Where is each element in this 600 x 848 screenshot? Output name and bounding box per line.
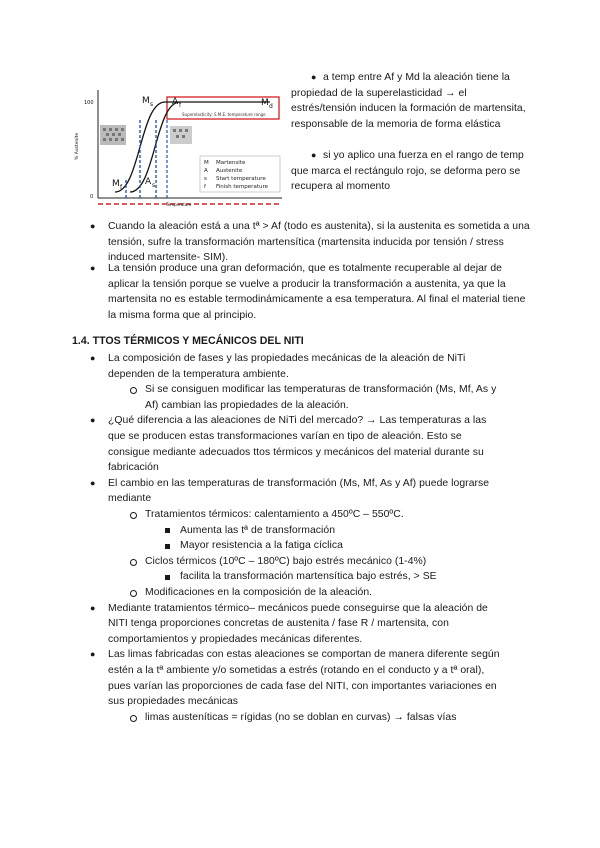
y-axis-label: % Austenite xyxy=(75,132,80,160)
section1-bullet-1: Cuando la aleación está a una tª > Af (todo es austenita), si la austenita es sometida a una tensión, sufre la transformación martensítica (martensita inducida por tensión / stress induced martensite- SIM). xyxy=(108,221,530,264)
list-line: Las limas fabricadas con estas aleaciones se comportan de manera diferente según xyxy=(108,649,500,661)
list-line: mediante xyxy=(108,493,152,505)
bullet-dot: ● xyxy=(311,150,317,160)
top-bullet-1: a temp entre Af y Md la aleación tiene la propiedad de la superelasticidad → el estrés/tensión inducen la formación de martensita, responsable de la memoria de forma elástica xyxy=(291,72,526,130)
bullet-square xyxy=(165,528,170,533)
list-line: sus propiedades mecánicas xyxy=(108,696,239,708)
bullet-dot: ● xyxy=(311,72,317,82)
svg-text:f: f xyxy=(120,184,123,191)
bullet-circle xyxy=(130,559,137,566)
bullet-square xyxy=(165,544,170,549)
list-line: Mediante tratamientos térmico– mecánicos puede conseguirse que la aleación de xyxy=(108,602,488,614)
list-line: facilita la transformación martensítica bajo estrés, > SE xyxy=(180,571,437,583)
list-line: Si se consiguen modificar las temperaturas de transformación (Ms, Mf, As y xyxy=(145,384,497,396)
list-line: Mayor resistencia a la fatiga cíclica xyxy=(180,540,343,552)
mf-label: M xyxy=(112,179,120,189)
list-line: consigue mediante adecuados ttos térmicos y mecánicos del material durante su xyxy=(108,446,484,458)
bullet-dot: ● xyxy=(90,415,96,426)
legend-key-a: A xyxy=(204,168,208,174)
list-line: NITI tenga proporciones concretas de austenita / fase R / martensita, con xyxy=(108,618,449,630)
transformation-diagram xyxy=(70,80,290,208)
legend-key-m: M xyxy=(204,160,209,166)
superelastic-range-label: Superelasticity: S.M.E. temperature range xyxy=(182,112,266,117)
list-line: que se producen estas transformaciones varían en tipo de aleación. Esto se xyxy=(108,431,462,442)
bullet-circle xyxy=(130,512,137,519)
list-line: limas austeníticas = rígidas (no se doblan en curvas) → falsas vías xyxy=(145,711,457,723)
bullet-circle xyxy=(130,715,137,722)
legend-text-martensite: Martensite xyxy=(216,160,246,166)
bullet-dot: ● xyxy=(90,221,96,231)
list-line: Modificaciones en la composición de la aleación. xyxy=(145,587,373,598)
legend-key-f: f xyxy=(204,184,206,190)
list-line: dependen de la temperatura ambiente. xyxy=(108,368,289,380)
list-line: Ciclos térmicos (10ºC – 180ºC) bajo estrés mecánico (1-4%) xyxy=(145,555,427,567)
top-bullet-2: si yo aplico una fuerza en el rango de temp que marca el rectángulo rojo, se deforma pero se recupera al momento xyxy=(291,150,524,193)
list-line: El cambio en las temperaturas de transformación (Ms, Mf, As y Af) puede lograrse xyxy=(108,477,490,489)
legend-text-austenite: Austenite xyxy=(216,168,243,174)
diagram-svg xyxy=(70,80,290,208)
svg-text:s: s xyxy=(150,101,154,108)
y-tick-100: 100 xyxy=(84,100,94,106)
bullet-dot: ● xyxy=(90,353,96,363)
list-line: comportamientos y propiedades mecánicas diferentes. xyxy=(108,633,363,645)
list-line: pues varían las proporciones de cada fase del NITI, con importantes variaciones en xyxy=(108,680,497,692)
y-tick-0: 0 xyxy=(90,194,94,200)
svg-text:f: f xyxy=(179,102,182,109)
list-line: La composición de fases y las propiedades mecánicas de la aleación de NiTi xyxy=(108,353,466,364)
x-axis-label: Temperature xyxy=(166,202,192,207)
bullet-circle xyxy=(130,590,137,597)
as-label: A xyxy=(145,177,152,187)
section-heading: 1.4. TTOS TÉRMICOS Y MECÁNICOS DEL NITI xyxy=(72,335,304,347)
ms-label: M xyxy=(142,96,150,106)
list-line: Af) cambian las propiedades de la aleación. xyxy=(145,399,349,411)
bullet-dot: ● xyxy=(90,602,96,613)
bullet-square xyxy=(165,575,170,580)
svg-text:d: d xyxy=(269,103,273,110)
svg-text:s: s xyxy=(152,182,156,189)
legend-key-s: s xyxy=(204,176,207,182)
bullet-dot: ● xyxy=(90,649,96,660)
section1-bullet-2: La tensión produce una gran deformación, que es totalmente recuperable al dejar de aplicar la tensión porque se vuelve a producir la transformación a austenita, ya que la martensita no es estable termodinámicamente a esa temperatura. Al final el material tiene la misma forma que al principio. xyxy=(108,263,526,321)
af-label: A xyxy=(172,97,179,107)
list-line: fabricación xyxy=(108,462,159,474)
list-line: estén a la tª ambiente y/o sometidas a estrés (rotando en el conducto y a tª oral), xyxy=(108,665,485,676)
list-line: ¿Qué diferencia a las aleaciones de NiTi del mercado? → Las temperaturas a las xyxy=(108,415,487,427)
list-line: Aumenta las tª de transformación xyxy=(180,524,336,536)
list-line: Tratamientos térmicos: calentamiento a 450ºC – 550ºC. xyxy=(145,509,404,520)
legend-text-finish: Finish temperature xyxy=(216,184,268,190)
bullet-dot: ● xyxy=(90,263,96,273)
bullet-dot: ● xyxy=(90,477,96,488)
bullet-circle xyxy=(130,387,137,394)
md-label: M xyxy=(261,98,269,108)
legend-text-start: Start temperature xyxy=(216,176,266,182)
